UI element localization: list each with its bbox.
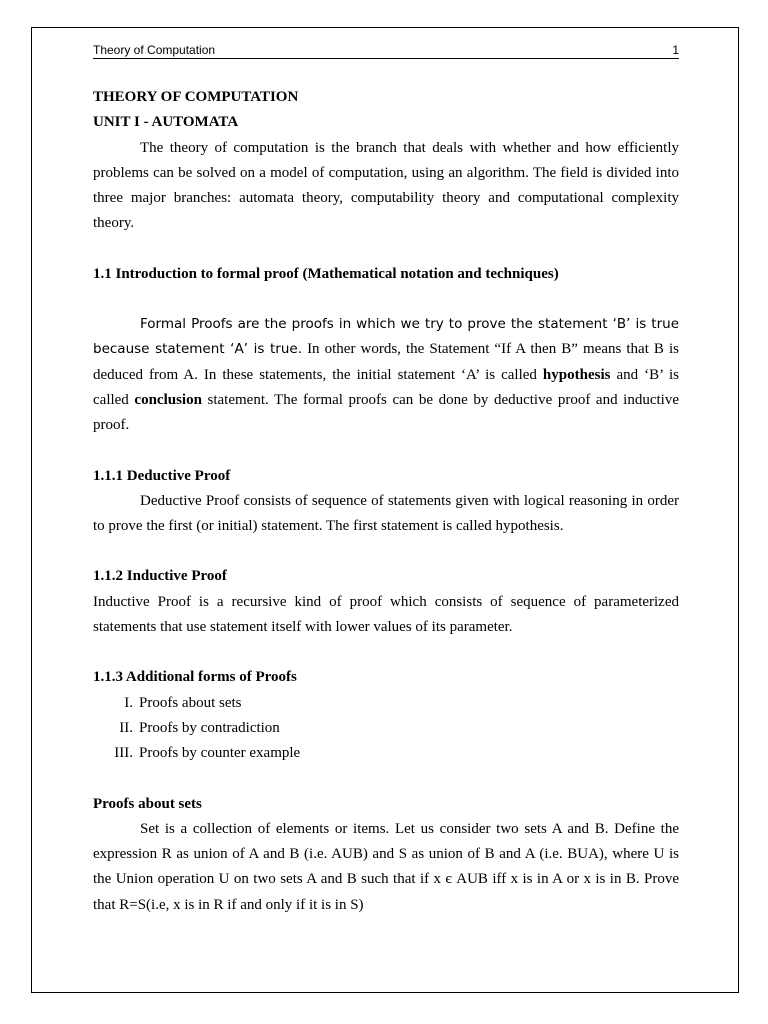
deductive-proof-paragraph: Deductive Proof consists of sequence of statements given with logical reasoning in order to prove the first (or initial) statement. The first statement is called hypothesis. bbox=[93, 492, 679, 535]
formal-proof-text-4: statement. The formal proofs can be done by deductive proof and inductive proof. bbox=[93, 391, 679, 434]
formal-proof-text-1: Formal Proofs are the proofs in which we try to prove the statement ‘B’ is true because statement ‘A’ is true. bbox=[93, 316, 679, 358]
document-title: THEORY OF COMPUTATION bbox=[93, 89, 299, 105]
formal-proof-text-2: In other words, the Statement “If A then B” means that B is deduced from A. In these statements, the initial statement ‘A’ is called bbox=[93, 341, 680, 383]
list-item bbox=[93, 691, 679, 716]
formal-proof-paragraph bbox=[93, 312, 679, 438]
unit-title: UNIT I - AUTOMATA bbox=[93, 114, 239, 131]
list-item-text: Proofs by contradiction bbox=[139, 719, 280, 736]
conclusion-term: conclusion bbox=[134, 391, 202, 408]
inductive-proof-paragraph: Inductive Proof is a recursive kind of proof which consists of sequence of parameterized statements that use statement itself with lower values of its parameter. bbox=[93, 593, 679, 636]
hypothesis-term: hypothesis bbox=[542, 366, 611, 383]
page-number: 1 bbox=[672, 43, 679, 57]
list-item bbox=[93, 741, 679, 766]
list-item bbox=[93, 716, 679, 741]
document-content bbox=[93, 42, 679, 918]
section-heading-1-1-1: 1.1.1 Deductive Proof bbox=[93, 467, 231, 484]
proofs-about-sets-paragraph: Set is a collection of elements or items. Let us consider two sets A and B. Define the expression R as union of A and B (i.e. AUB) and S as union of B and A (i.e. BUA), where U is the Union operation U on two sets A and B such that if x є AUB iff x is in A or x is in B. Prove that R=S(i.e, x is in R if and only if it is in S) bbox=[93, 820, 679, 913]
list-item-text: Proofs by counter example bbox=[139, 745, 301, 762]
section-heading-1-1-3: 1.1.3 Additional forms of Proofs bbox=[93, 669, 297, 686]
list-item-text: Proofs about sets bbox=[139, 694, 242, 711]
section-heading-1-1-2: 1.1.2 Inductive Proof bbox=[93, 568, 227, 585]
section-heading-1-1: 1.1 Introduction to formal proof (Mathematical notation and techniques) bbox=[93, 265, 559, 282]
intro-paragraph: The theory of computation is the branch that deals with whether and how efficiently problems can be solved on a model of computation, using an algorithm. The field is divided into three major branches: automata theory, computability theory and computational complexity theory. bbox=[93, 139, 679, 232]
list-item-number: II. bbox=[119, 719, 133, 736]
list-item-number: I. bbox=[124, 694, 133, 711]
header-title: Theory of Computation bbox=[93, 43, 216, 57]
running-header bbox=[93, 42, 679, 59]
list-item-number: III. bbox=[114, 745, 133, 762]
proofs-about-sets-heading: Proofs about sets bbox=[93, 795, 202, 812]
formal-proof-text-3: and ‘B’ is called bbox=[93, 366, 679, 408]
proof-forms-list bbox=[93, 691, 679, 767]
